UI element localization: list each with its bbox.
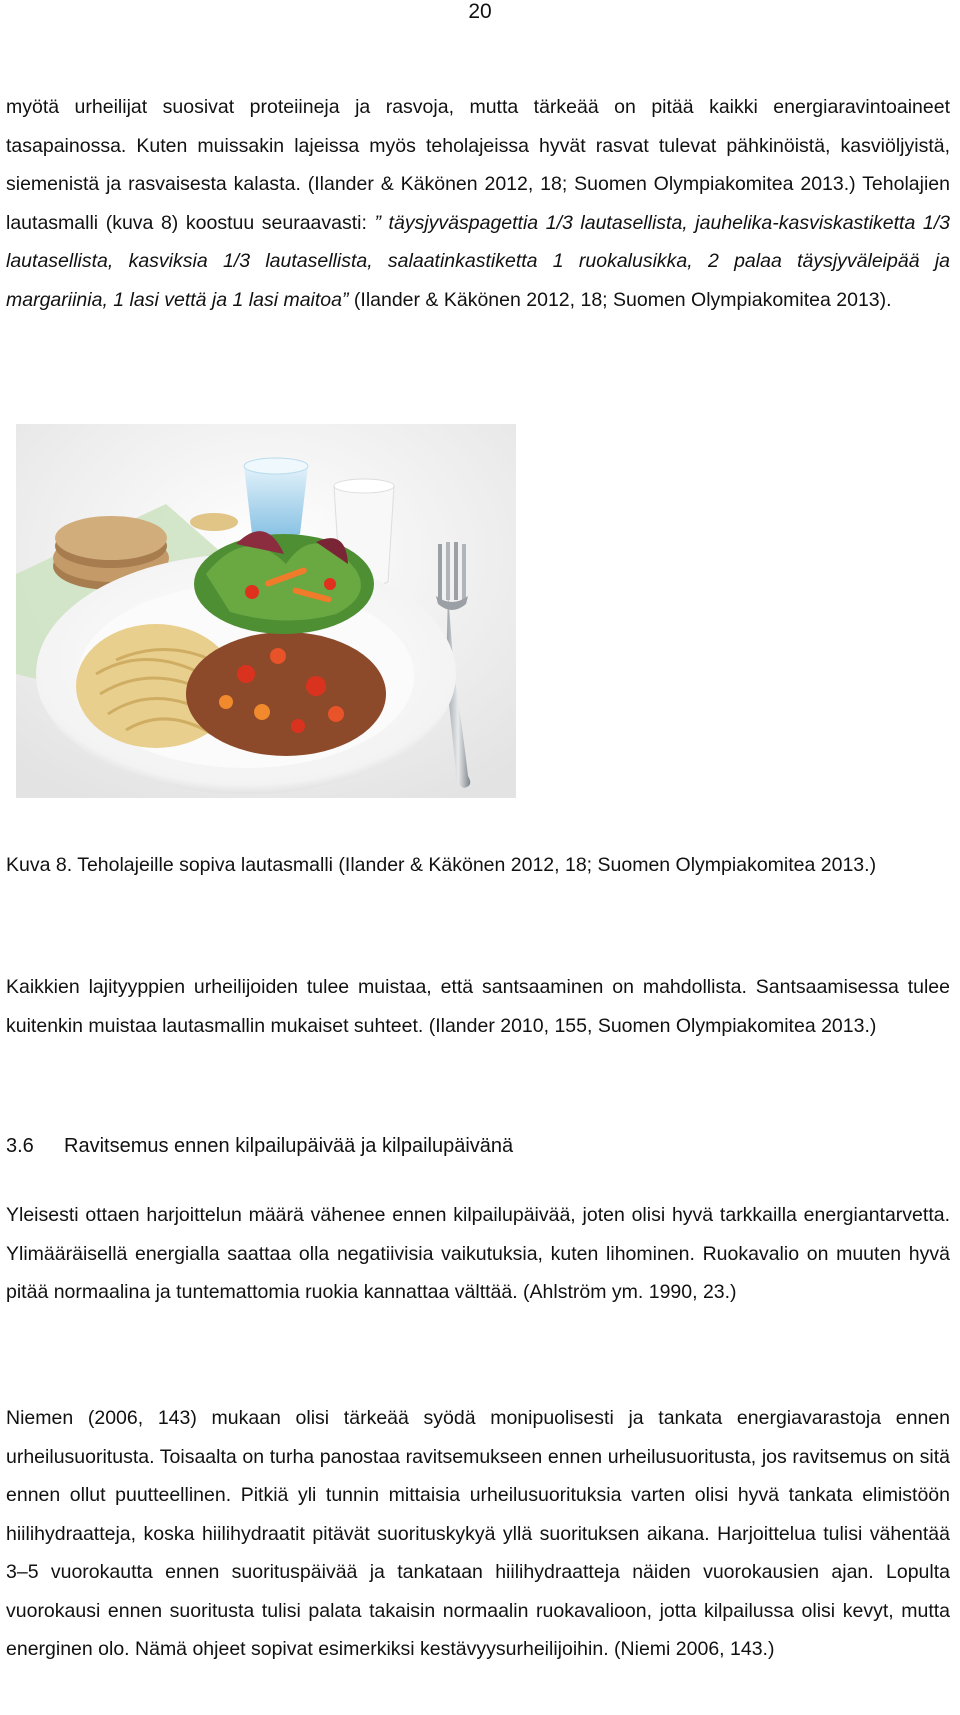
plate-model-photo (16, 424, 516, 798)
plate-model-quote: ” täysjyväspagettia 1/3 lautasellista, jauhelika-kasviskastiketta 1/3 lautasellista, kasviksia 1/3 lautasellista, salaatinkastiketta 1 ruokalusikka, 2 palaa täysjyväleipää ja margariinia, 1 lasi vettä ja 1 lasi maitoa” (6, 211, 950, 311)
paragraph-carb-loading: Niemen (2006, 143) mukaan olisi tärkeää syödä monipuolisesti ja tankata energiavarastoja ennen urheilusuoritusta. Toisaalta on turha panostaa ravitsemukseen ennen urheilusuoritusta, jos ravitsemus on sitä ennen ollut puutteellinen. Pitkiä yli tunnin mittaisia urheilusuorituksia varten olisi hyvä tankata elimistöön hiilihydraatteja, koska hiilihydraatit pitävät suorituskykyä yllä suorituksen aikana. Harjoittelua tulisi vähentää 3–5 vuorokautta ennen suorituspäivää ja tankataan hiilihydraatteja näiden vuorokausien ajan. Lopulta vuorokausi ennen suoritusta tulisi palata takaisin normaalin ruokavalioon, jotta kilpailussa olisi kevyt, mutta energinen olo. Nämä ohjeet sopivat esimerkiksi kestävyysurheilijoihin. (Niemi 2006, 143.) (6, 1407, 950, 1660)
figure-caption: Kuva 8. Teholajeille sopiva lautasmalli (Ilander & Käkönen 2012, 18; Suomen Olympiakomitea 2013.) (6, 854, 877, 876)
paragraph-plate-model (6, 88, 950, 319)
paragraph-second-helping: Kaikkien lajityyppien urheilijoiden tulee muistaa, että santsaaminen on mahdollista. Santsaamisessa tulee kuitenkin muistaa lautasmallin mukaiset suhteet. (Ilander 2010, 155, Suomen Olympiakomitea 2013.) (6, 976, 950, 1037)
page-number: 20 (468, 0, 492, 23)
section-heading (6, 1126, 513, 1166)
paragraph-citation: (Ilander & Käkönen 2012, 18; Suomen Olympiakomitea 2013). (348, 288, 892, 311)
paragraph-text: myötä urheilijat suosivat proteiineja ja rasvoja, mutta tärkeää on pitää kaikki energiaravintoaineet tasapainossa. Kuten muissakin lajeissa myös teholajeissa hyvät rasvat tulevat pähkinöistä, kasviöljyistä, siemenistä ja rasvaisesta kalasta. (Ilander & Käkönen 2012, 18; Suomen Olympiakomitea 2013.) Teholajien lautasmalli (kuva 8) koostuu seuraavasti: (6, 96, 950, 234)
paragraph-energy-need: Yleisesti ottaen harjoittelun määrä vähenee ennen kilpailupäivää, joten olisi hyvä tarkkailla energiantarvetta. Ylimääräisellä energialla saattaa olla negatiivisia vaikutuksia, kuten lihominen. Ruokavalio on muuten hyvä pitää normaalina ja tuntemattomia ruokia kannattaa välttää. (Ahlström ym. 1990, 23.) (6, 1204, 950, 1303)
section-number: 3.6 (6, 1135, 34, 1157)
section-title: Ravitsemus ennen kilpailupäivää ja kilpailupäivänä (64, 1135, 514, 1157)
